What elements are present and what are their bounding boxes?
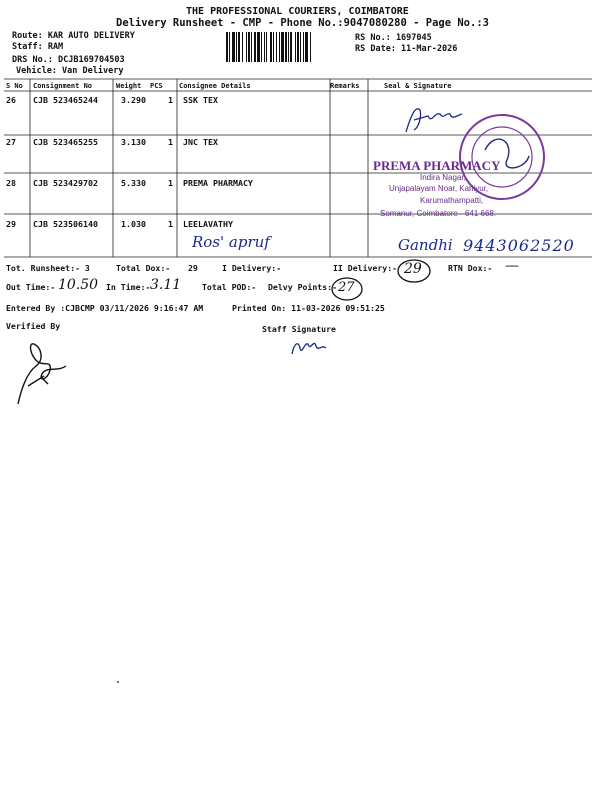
drs-number: DRS No.: DCJB169704503 (12, 55, 125, 65)
row-29-receiver-phone: 9443062520 (463, 236, 575, 255)
verifier-signature (8, 336, 78, 410)
stray-dot (116, 680, 120, 684)
verified-by-label: Verified By (6, 321, 61, 331)
row-27-sno: 27 (6, 137, 16, 147)
row-26-weight: 3.290 (121, 95, 146, 105)
row-29-remark-handwriting: Ros' apruf (192, 233, 270, 251)
staff-text: Staff: RAM (12, 42, 64, 52)
rtn-dox-label: RTN Dox:- (448, 263, 493, 273)
row-26-consignment: CJB 523465244 (33, 95, 98, 105)
ii-delivery-label: II Delivery:- (333, 263, 398, 273)
row-26-pcs: 1 (168, 95, 173, 105)
col-header-seal: Seal & Signature (384, 82, 452, 90)
total-dox-label: Total Dox:- (116, 263, 171, 273)
vehicle-text: Vehicle: Van Delivery (16, 66, 124, 76)
printed-on: Printed On: 11-03-2026 09:51:25 (232, 303, 385, 313)
rtn-dox-value: — (505, 258, 519, 274)
col-header-weight: Weight (116, 82, 142, 90)
row-26-consignee: SSK TEX (183, 95, 218, 105)
stamp-name: PREMA PHARMACY (373, 158, 501, 173)
row-28-consignee: PREMA PHARMACY (183, 178, 253, 188)
i-delivery-label: I Delivery:- (222, 263, 282, 273)
delvy-points-label: Delvy Points:- (268, 282, 338, 292)
out-time-value: 10.50 (58, 277, 99, 293)
row-29-sno: 29 (6, 219, 16, 229)
stamp-line-4: Somanur, Coimbatore - 641 668. (380, 209, 497, 218)
staff-signature-label: Staff Signature (262, 324, 336, 334)
entered-by: Entered By :CJBCMP 03/11/2026 9:16:47 AM (6, 303, 204, 313)
row-28-pcs: 1 (168, 178, 173, 188)
rs-number: RS No.: 1697045 (355, 33, 432, 43)
staff-signature (288, 334, 332, 360)
runsheet-title: Delivery Runsheet - CMP - Phone No.:9047080280 - Page No.:3 (116, 17, 489, 29)
ii-delivery-value: 29 (404, 261, 422, 277)
in-time-label: In Time:- (106, 282, 151, 292)
stamp-line-1: Indira Nagar, (420, 173, 466, 182)
row-28-sno: 28 (6, 178, 16, 188)
col-header-remarks: Remarks (330, 82, 360, 90)
rs-date: RS Date: 11-Mar-2026 (355, 44, 458, 54)
row-29-weight: 1.030 (121, 219, 146, 229)
row-29-receiver-name: Gandhi (398, 236, 453, 254)
row-28-consignment: CJB 523429702 (33, 178, 98, 188)
row-27-weight: 3.130 (121, 137, 146, 147)
delvy-points-value: 27 (338, 280, 355, 295)
col-header-consignee: Consignee Details (179, 82, 251, 90)
company-title: THE PROFESSIONAL COURIERS, COIMBATORE (186, 6, 409, 17)
row-29-consignment: CJB 523506140 (33, 219, 98, 229)
out-time-label: Out Time:- (6, 282, 56, 292)
total-pod-label: Total POD:- (202, 282, 257, 292)
col-header-pcs: PCS (150, 82, 163, 90)
row-27-consignment: CJB 523465255 (33, 137, 98, 147)
stamp-line-2: Unjapalayam Noar, Kariiyur, (389, 184, 489, 193)
tot-runsheet: Tot. Runsheet:- 3 (6, 263, 90, 273)
col-header-consignment: Consignment No (33, 82, 93, 90)
row-28-weight: 5.330 (121, 178, 146, 188)
stamp-line-3: Karumathampatti, (420, 196, 484, 205)
in-time-value: 3.11 (150, 277, 182, 293)
col-header-sno: S No (6, 82, 23, 90)
row-27-pcs: 1 (168, 137, 173, 147)
row-29-pcs: 1 (168, 219, 173, 229)
route-text: Route: KAR AUTO DELIVERY (12, 31, 135, 41)
total-dox-value: 29 (188, 263, 198, 273)
row-26-sno: 26 (6, 95, 16, 105)
row-27-consignee: JNC TEX (183, 137, 218, 147)
row-29-consignee: LEELAVATHY (183, 219, 233, 229)
